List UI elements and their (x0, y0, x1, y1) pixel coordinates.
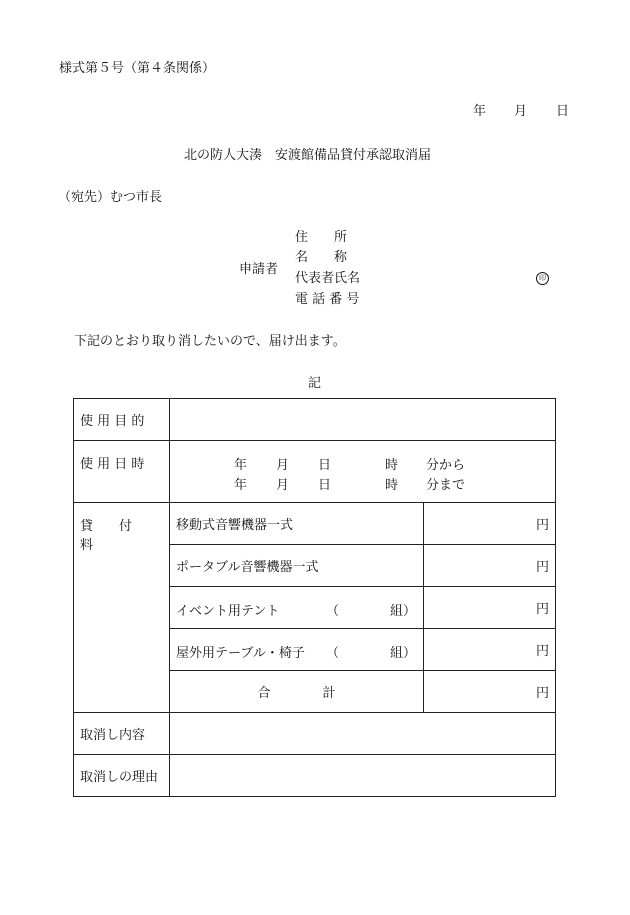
from-year: 年 (234, 457, 248, 473)
fee-amount-portable-audio[interactable]: 円 (424, 545, 556, 587)
addressee: （宛先）むつ市長 (58, 190, 163, 205)
fee-item-tent-name: イベント用テント (176, 603, 280, 619)
tables-paren-close: 組） (390, 645, 417, 661)
purpose-row (74, 399, 556, 441)
cancel-content-field[interactable] (170, 713, 556, 755)
datetime-row (74, 441, 556, 503)
until-year: 年 (234, 477, 248, 493)
fee-item-tables-chairs (170, 629, 424, 671)
statement: 下記のとおり取り消したいので、届け出ます。 (74, 334, 346, 349)
total-amount[interactable]: 円 (424, 671, 556, 713)
date-month: 月 (514, 104, 528, 119)
applicant-label: 申請者 (239, 262, 279, 277)
cancel-reason-label: 取消しの理由 (74, 755, 170, 797)
fee-amount-tables-chairs[interactable]: 円 (424, 629, 556, 671)
datetime-label: 使 用 日 時 (74, 441, 170, 503)
fee-item-tables-chairs-name: 屋外用テーブル・椅子 (176, 645, 305, 661)
ki-heading: 記 (308, 376, 322, 391)
fee-item-portable-audio: ポータブル音響機器一式 (170, 545, 424, 587)
date-day: 日 (556, 104, 570, 119)
until-hour: 時 (385, 477, 399, 493)
from-hour: 時 (385, 457, 399, 473)
from-minute: 分から (426, 457, 466, 473)
datetime-until-line (176, 472, 549, 492)
cancellation-form-table (73, 398, 556, 797)
tent-paren-close: 組） (390, 603, 417, 619)
tent-paren-open: （ (326, 603, 340, 619)
fee-item-mobile-audio: 移動式音響機器一式 (170, 503, 424, 545)
purpose-label: 使 用 目 的 (74, 399, 170, 441)
cancel-content-row (74, 713, 556, 755)
cancel-content-label: 取消し内容 (74, 713, 170, 755)
datetime-field[interactable] (170, 441, 556, 503)
from-day: 日 (318, 457, 332, 473)
fee-row-mobile-audio (74, 503, 556, 545)
until-day: 日 (318, 477, 332, 493)
form-number: 様式第５号（第４条関係） (59, 61, 216, 76)
cancel-reason-row (74, 755, 556, 797)
until-minute: 分まで (426, 477, 466, 493)
datetime-from-line (176, 452, 549, 472)
applicant-address-label: 住 所 (295, 230, 348, 245)
purpose-field[interactable] (170, 399, 556, 441)
fee-amount-tent[interactable]: 円 (424, 587, 556, 629)
tables-paren-open: （ (326, 645, 340, 661)
applicant-phone-label: 電 話 番 号 (295, 292, 360, 307)
from-month: 月 (276, 457, 290, 473)
cancel-reason-field[interactable] (170, 755, 556, 797)
document-title: 北の防人大湊 安渡館備品貸付承認取消届 (184, 148, 432, 163)
until-month: 月 (276, 477, 290, 493)
fee-label: 貸 付 料 (74, 503, 170, 713)
applicant-representative-label: 代表者氏名 (295, 271, 361, 286)
fee-amount-mobile-audio[interactable]: 円 (424, 503, 556, 545)
seal-mark: 印 (536, 272, 549, 285)
total-label: 合 計 (170, 671, 424, 713)
date-year: 年 (473, 104, 487, 119)
applicant-name-label: 名 称 (295, 250, 348, 265)
fee-item-tent (170, 587, 424, 629)
